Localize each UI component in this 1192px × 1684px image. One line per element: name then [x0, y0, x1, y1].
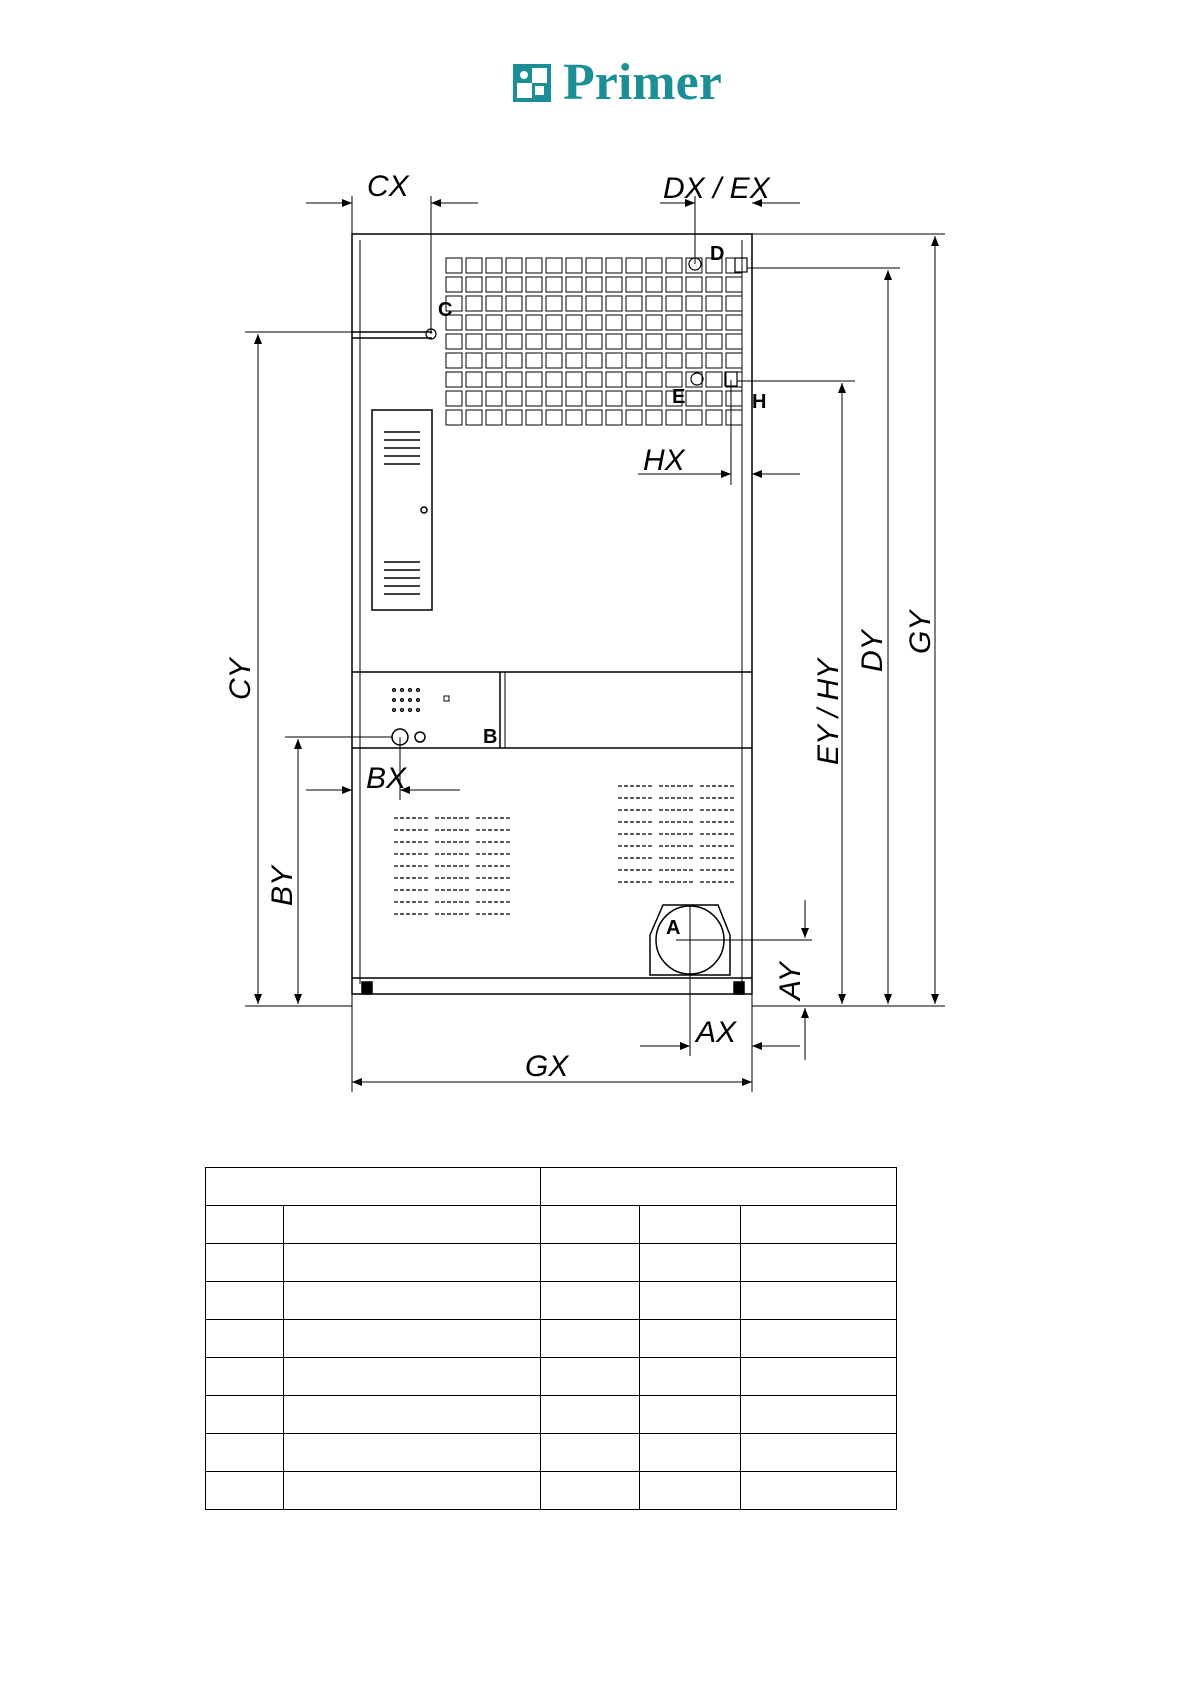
table-cell	[741, 1244, 897, 1282]
table-cell	[206, 1244, 284, 1282]
dim-label-ey-hy: EY / HY	[812, 658, 845, 765]
table-cell	[206, 1396, 284, 1434]
specification-table	[205, 1167, 897, 1510]
table-cell	[541, 1472, 640, 1510]
table-cell	[284, 1396, 541, 1434]
point-label-a: A	[666, 917, 681, 939]
table-cell	[741, 1320, 897, 1358]
point-label-b: B	[483, 726, 498, 748]
table-cell	[284, 1472, 541, 1510]
dim-label-dx-ex: DX / EX	[663, 172, 770, 205]
table-cell	[541, 1282, 640, 1320]
table-cell	[741, 1472, 897, 1510]
table-row	[206, 1244, 897, 1282]
table-row	[206, 1396, 897, 1434]
connection-e	[691, 373, 703, 385]
dim-label-dy: DY	[856, 630, 889, 672]
table-cell	[640, 1244, 741, 1282]
vent-slots	[394, 786, 734, 914]
dim-label-bx: BX	[366, 762, 407, 795]
machine-body	[352, 234, 752, 994]
table-cell	[640, 1206, 741, 1244]
table-cell	[640, 1434, 741, 1472]
condenser-grille	[446, 258, 742, 425]
table-cell	[741, 1434, 897, 1472]
table-cell	[206, 1206, 284, 1244]
dim-label-gx: GX	[525, 1050, 569, 1083]
dim-label-hx: HX	[643, 444, 685, 477]
point-label-c: C	[438, 299, 453, 321]
point-label-e: E	[672, 386, 686, 408]
table-cell	[541, 1396, 640, 1434]
control-panel	[393, 689, 450, 712]
table-cell	[640, 1282, 741, 1320]
dim-label-ax: AX	[696, 1016, 737, 1049]
table-cell	[206, 1358, 284, 1396]
table-cell	[284, 1358, 541, 1396]
table-row	[206, 1206, 897, 1244]
table-row	[206, 1472, 897, 1510]
table-cell	[284, 1244, 541, 1282]
point-label-h: H	[752, 391, 767, 413]
table-cell	[541, 1244, 640, 1282]
table-cell	[640, 1358, 741, 1396]
table-cell	[284, 1282, 541, 1320]
table-row	[206, 1434, 897, 1472]
table-cell	[206, 1282, 284, 1320]
table-row	[206, 1358, 897, 1396]
table-header-cell	[206, 1168, 541, 1206]
table-cell	[206, 1472, 284, 1510]
table-cell	[741, 1282, 897, 1320]
table-row	[206, 1282, 897, 1320]
dim-label-cx: CX	[367, 170, 409, 203]
table-cell	[541, 1358, 640, 1396]
table-cell	[541, 1206, 640, 1244]
table-cell	[284, 1320, 541, 1358]
table-cell	[284, 1206, 541, 1244]
dim-label-cy: CY	[224, 658, 257, 700]
machine-outline	[352, 234, 752, 994]
point-label-d: D	[710, 243, 725, 265]
table-cell	[541, 1434, 640, 1472]
table-cell	[284, 1434, 541, 1472]
table-row	[206, 1320, 897, 1358]
table-cell	[640, 1320, 741, 1358]
table-header-row	[206, 1168, 897, 1206]
table-cell	[640, 1396, 741, 1434]
table-cell	[741, 1396, 897, 1434]
dim-label-gy: GY	[904, 610, 937, 654]
table-header-cell	[541, 1168, 897, 1206]
dim-label-ay: AY	[774, 962, 807, 1000]
table-cell	[741, 1358, 897, 1396]
dim-label-by: BY	[266, 865, 299, 906]
table-cell	[206, 1434, 284, 1472]
table-cell	[640, 1472, 741, 1510]
primer-logo-wordmark: Primer	[563, 54, 722, 111]
table-cell	[541, 1320, 640, 1358]
table-cell	[741, 1206, 897, 1244]
table-cell	[206, 1320, 284, 1358]
